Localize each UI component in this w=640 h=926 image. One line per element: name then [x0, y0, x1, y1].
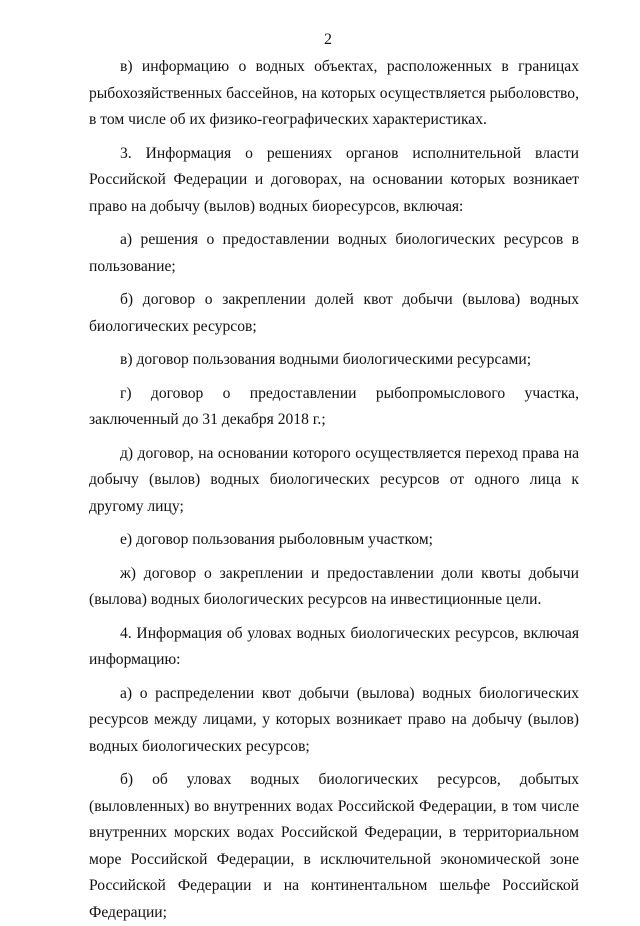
paragraph-section-3-heading: 3. Информация о решениях органов исполнительной власти Российской Федерации и договорах, на основании которых возникает право на добычу (вылов) водных биоресурсов, включая:: [89, 144, 579, 215]
paragraph-3b-quota-shares: б) договор о закреплении долей квот добычи (вылова) водных биологических ресурсов;: [89, 291, 579, 335]
paragraph-4b-catches: б) об уловах водных биологических ресурсов, добытых (выловленных) во внутренних водах Российской Федерации, в том числе внутренних морских водах Российской Федерации, в территориальном море Российской Федерации, в исключительной экономической зоне Российской Федерации и на континентальном шельфе Российской Федерации;: [89, 771, 579, 921]
paragraph-3v-use-contract: в) договор пользования водными биологическими ресурсами;: [120, 351, 532, 368]
document-body: [89, 54, 579, 926]
paragraph-3zh-investment-quota: ж) договор о закреплении и предоставлении доли квоты добычи (вылова) водных биологических ресурсов на инвестиционные цели.: [89, 564, 579, 608]
paragraph-3e-fishing-area: е) договор пользования рыболовным участком;: [120, 531, 433, 548]
paragraph-4a-quota-distribution: а) о распределении квот добычи (вылова) водных биологических ресурсов между лицами, у которых возникает право на добычу (вылов) водных биологических ресурсов;: [89, 684, 579, 755]
page-number: 2: [324, 31, 332, 48]
paragraph-3v-water-objects: в) информацию о водных объектах, расположенных в границах рыбохозяйственных бассейнов, на которых осуществляется рыболовство, в том числе об их физико-географических характеристиках.: [89, 58, 579, 128]
paragraph-3a-decisions: а) решения о предоставлении водных биологических ресурсов в пользование;: [89, 231, 579, 275]
paragraph-3g-fishing-site: г) договор о предоставлении рыбопромыслового участка, заключенный до 31 декабря 2018 г.;: [89, 384, 579, 428]
paragraph-section-4-heading: 4. Информация об уловах водных биологических ресурсов, включая информацию:: [89, 624, 579, 668]
paragraph-3d-rights-transfer: д) договор, на основании которого осуществляется переход права на добычу (вылов) водных биологических ресурсов от одного лица к другому лицу;: [89, 444, 579, 515]
